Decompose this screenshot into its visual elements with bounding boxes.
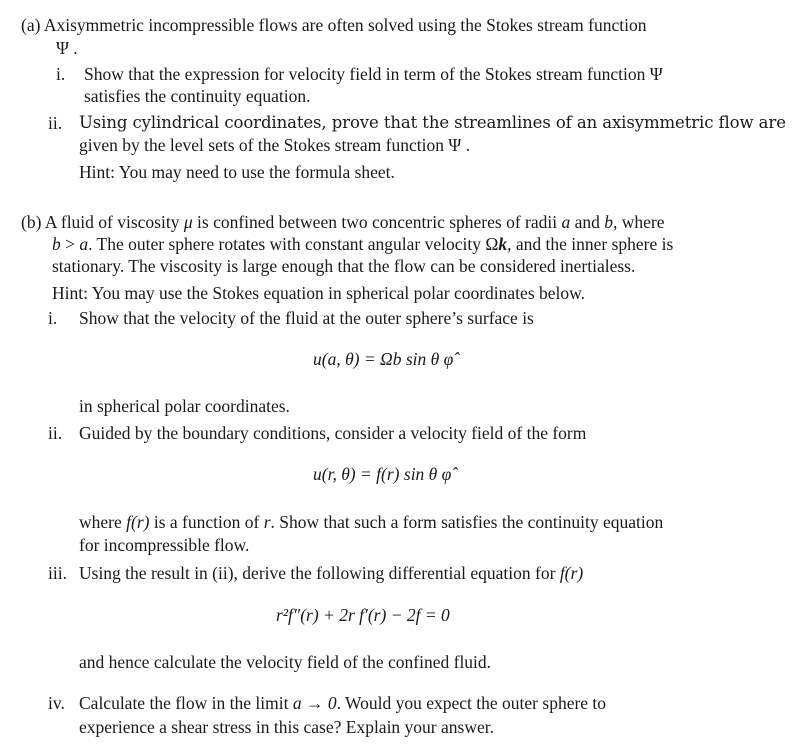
part-a-i-line-2: satisfies the continuity equation.	[84, 86, 311, 106]
part-b-iv-line-1: Calculate the flow in the limit a → 0. Would you expect the outer sphere to	[79, 693, 607, 713]
part-a-hint: Hint: You may need to use the formula sheet.	[79, 162, 395, 182]
part-b-iii-line-2: and hence calculate the velocity field of the confined fluid.	[79, 652, 492, 672]
part-b-i-line-1: Show that the velocity of the fluid at the outer sphere’s surface is	[79, 308, 534, 328]
part-a-intro-line-2: Ψ .	[56, 38, 78, 58]
equation-velocity-field-form: u(r, θ) = f(r) sin θ φ̂	[313, 464, 452, 484]
equation-differential: r²f″(r) + 2r f′(r) − 2f = 0	[276, 605, 450, 625]
part-b-ii-line-1: Guided by the boundary conditions, consider a velocity field of the form	[79, 423, 587, 443]
part-b-hint: Hint: You may use the Stokes equation in spherical polar coordinates below.	[52, 283, 586, 303]
part-b-iv-line-2: experience a shear stress in this case? Explain your answer.	[79, 717, 494, 737]
part-a-ii-line-1: Using cylindrical coordinates, prove that the streamlines of an axisymmetric flow are	[79, 113, 786, 132]
part-b-i-number: i.	[48, 308, 58, 328]
part-b-i-line-2: in spherical polar coordinates.	[79, 396, 290, 416]
part-b-ii-number: ii.	[48, 423, 63, 443]
equation-velocity-outer-sphere: u(a, θ) = Ωb sin θ φ̂	[313, 349, 454, 369]
part-b-iii-line-1: Using the result in (ii), derive the following differential equation for f(r)	[79, 563, 584, 583]
part-a-i-number: i.	[56, 64, 66, 84]
part-b-iv-number: iv.	[48, 693, 65, 713]
part-a-intro-line-1: (a) Axisymmetric incompressible flows are often solved using the Stokes stream function	[21, 15, 647, 35]
part-a-ii-number: ii.	[48, 113, 63, 133]
part-a-i-line-1: Show that the expression for velocity field in term of the Stokes stream function Ψ	[84, 64, 663, 84]
part-b-iii-number: iii.	[48, 563, 67, 583]
part-b-line-1: (b) A fluid of viscosity μ is confined between two concentric spheres of radii a and b, where	[21, 212, 665, 232]
part-a-ii-line-2: given by the level sets of the Stokes stream function Ψ .	[79, 135, 471, 155]
part-b-ii-line-2: where f(r) is a function of r. Show that such a form satisfies the continuity equation	[79, 512, 664, 532]
part-b-line-2: b > a. The outer sphere rotates with constant angular velocity Ωk, and the inner sphere is	[52, 234, 674, 254]
part-b-line-3: stationary. The viscosity is large enough that the flow can be considered inertialess.	[52, 256, 636, 276]
part-b-ii-line-3: for incompressible flow.	[79, 535, 250, 555]
